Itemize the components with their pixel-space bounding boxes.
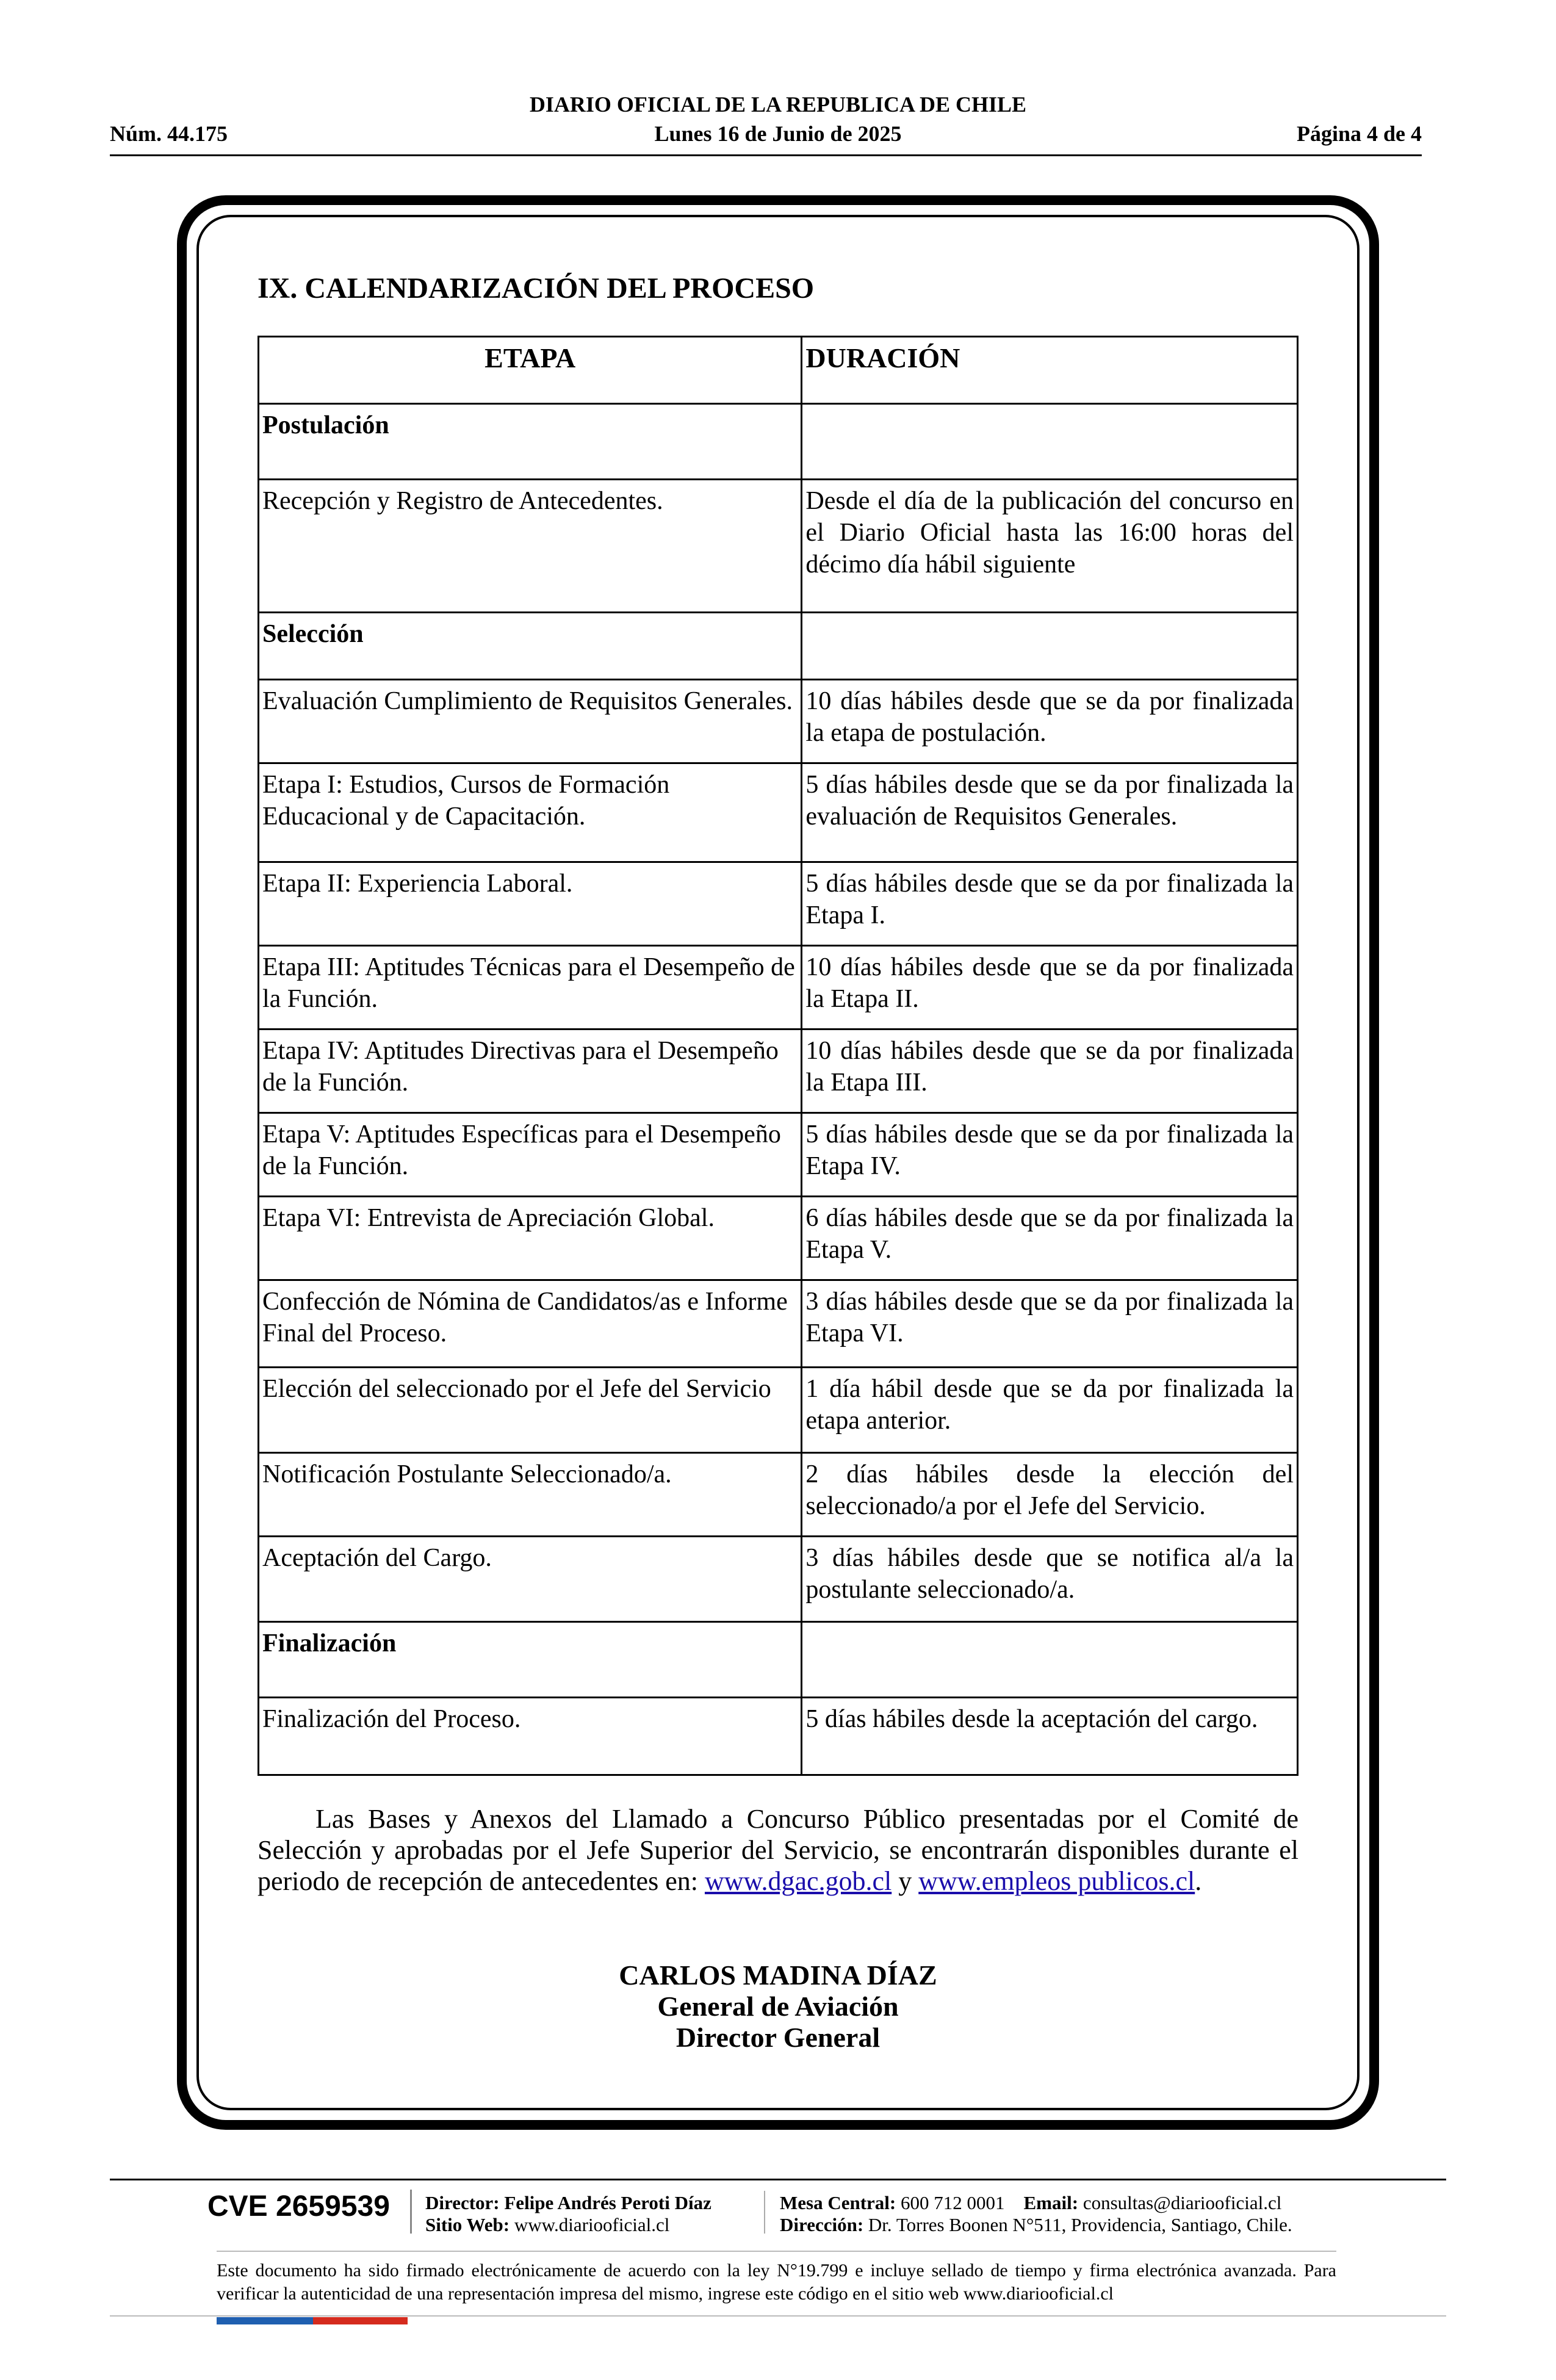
- duracion-cell: 5 días hábiles desde que se da por finalizada la Etapa I.: [802, 862, 1298, 946]
- email-link[interactable]: consultas@diariooficial.cl: [1082, 2192, 1282, 2213]
- duracion-cell: 10 días hábiles desde que se da por finalizada la Etapa II.: [802, 946, 1298, 1030]
- newspaper-title: DIARIO OFICIAL DE LA REPUBLICA DE CHILE: [529, 92, 1027, 117]
- footer-inner-divider: [217, 2251, 1336, 2252]
- duracion-cell: 10 días hábiles desde que se da por finalizada la etapa de postulación.: [802, 680, 1298, 763]
- etapa-cell: Finalización del Proceso.: [259, 1698, 802, 1775]
- etapa-cell: Confección de Nómina de Candidatos/as e Informe Final del Proceso.: [259, 1280, 802, 1368]
- availability-paragraph: Las Bases y Anexos del Llamado a Concurso Público presentadas por el Comité de Selección y aprobadas por el Jefe Superior del Servicio, se encontrarán disponibles durante el periodo de recepción de antecedentes en: www.dgac.gob.cl y www.empleos publicos.cl.: [258, 1804, 1298, 1896]
- etapa-cell: Etapa III: Aptitudes Técnicas para el Desempeño de la Función.: [259, 946, 802, 1030]
- footer-divider: [110, 2179, 1446, 2180]
- table-row: [259, 1030, 1298, 1113]
- flag-stripe-blue: [217, 2317, 313, 2324]
- group-label: Finalización: [259, 1622, 802, 1698]
- signer-name: CARLOS MADINA DÍAZ: [619, 1960, 937, 1991]
- table-row: [259, 946, 1298, 1030]
- table-row: [259, 1698, 1298, 1775]
- group-row: [259, 613, 1298, 680]
- etapa-cell: Etapa II: Experiencia Laboral.: [259, 862, 802, 946]
- legal-notice: Este documento ha sido firmado electrónicamente de acuerdo con la ley N°19.799 e incluye sellado de tiempo y firma electrónica avanzada. Para verificar la autenticidad de una representación impresa del mismo, ingrese este código en el sitio web www.diariooficial.cl: [217, 2260, 1336, 2304]
- etapa-cell: Elección del seleccionado por el Jefe del Servicio: [259, 1368, 802, 1453]
- etapa-cell: Notificación Postulante Seleccionado/a.: [259, 1453, 802, 1537]
- etapa-cell: Etapa I: Estudios, Cursos de Formación Educacional y de Capacitación.: [259, 763, 802, 862]
- schedule-table: [258, 336, 1298, 1776]
- header-duracion: DURACIÓN: [802, 337, 1298, 404]
- duracion-cell: 3 días hábiles desde que se da por finalizada la Etapa VI.: [802, 1280, 1298, 1368]
- duracion-cell: 5 días hábiles desde que se da por finalizada la Etapa IV.: [802, 1113, 1298, 1197]
- section-title: IX. CALENDARIZACIÓN DEL PROCESO: [258, 272, 815, 305]
- table-row: [259, 1453, 1298, 1537]
- issue-number: Núm. 44.175: [110, 121, 228, 146]
- duracion-cell: 3 días hábiles desde que se notifica al/a la postulante seleccionado/a.: [802, 1537, 1298, 1622]
- duracion-cell: 1 día hábil desde que se da por finalizada la etapa anterior.: [802, 1368, 1298, 1453]
- duracion-cell: 6 días hábiles desde que se da por finalizada la Etapa V.: [802, 1197, 1298, 1280]
- dgac-link[interactable]: www.dgac.gob.cl: [704, 1866, 892, 1896]
- table-row: [259, 1280, 1298, 1368]
- duracion-cell: 2 días hábiles desde la elección del seleccionado/a por el Jefe del Servicio.: [802, 1453, 1298, 1537]
- director-line: Director: Felipe Andrés Peroti Díaz: [425, 2192, 711, 2213]
- table-row: [259, 763, 1298, 862]
- header-etapa: ETAPA: [259, 337, 802, 404]
- footer-separator: [410, 2190, 412, 2234]
- duracion-cell: 10 días hábiles desde que se da por finalizada la Etapa III.: [802, 1030, 1298, 1113]
- table-row: [259, 680, 1298, 763]
- duracion-cell: 5 días hábiles desde la aceptación del cargo.: [802, 1698, 1298, 1775]
- website-line: Sitio Web: www.diariooficial.cl: [425, 2214, 670, 2235]
- group-label: Selección: [259, 613, 802, 680]
- footer-separator: [764, 2191, 765, 2234]
- issue-date: Lunes 16 de Junio de 2025: [654, 121, 902, 146]
- signer-role: Director General: [675, 2022, 881, 2053]
- duracion-cell: 5 días hábiles desde que se da por finalizada la evaluación de Requisitos Generales.: [802, 763, 1298, 862]
- duracion-cell: Desde el día de la publicación del concurso en el Diario Oficial hasta las 16:00 horas del décimo día hábil siguiente: [802, 480, 1298, 613]
- etapa-cell: Etapa V: Aptitudes Específicas para el Desempeño de la Función.: [259, 1113, 802, 1197]
- page-number: Página 4 de 4: [1296, 121, 1422, 146]
- address-line: Dirección: Dr. Torres Boonen N°511, Providencia, Santiago, Chile.: [780, 2214, 1292, 2235]
- etapa-cell: Etapa IV: Aptitudes Directivas para el Desempeño de la Función.: [259, 1030, 802, 1113]
- table-row: [259, 862, 1298, 946]
- table-row: [259, 1537, 1298, 1622]
- group-label: Postulación: [259, 404, 802, 480]
- group-row: [259, 404, 1298, 480]
- table-header-row: [259, 337, 1298, 404]
- cve-code: CVE 2659539: [207, 2190, 390, 2223]
- etapa-cell: Recepción y Registro de Antecedentes.: [259, 480, 802, 613]
- table-row: [259, 1113, 1298, 1197]
- etapa-cell: Etapa VI: Entrevista de Apreciación Global.: [259, 1197, 802, 1280]
- header-divider: [110, 154, 1422, 156]
- flag-stripe-red: [313, 2317, 408, 2324]
- group-row: [259, 1622, 1298, 1698]
- table-row: [259, 1197, 1298, 1280]
- contact-line: Mesa Central: 600 712 0001 Email: consultas@diariooficial.cl: [780, 2192, 1282, 2213]
- table-row: [259, 480, 1298, 613]
- etapa-cell: Evaluación Cumplimiento de Requisitos Generales.: [259, 680, 802, 763]
- etapa-cell: Aceptación del Cargo.: [259, 1537, 802, 1622]
- footer-bottom-divider: [110, 2315, 1446, 2317]
- signer-rank: General de Aviación: [657, 1991, 899, 2022]
- website-link[interactable]: www.diariooficial.cl: [514, 2214, 670, 2235]
- table-row: [259, 1368, 1298, 1453]
- empleos-publicos-link[interactable]: www.empleos publicos.cl: [918, 1866, 1195, 1896]
